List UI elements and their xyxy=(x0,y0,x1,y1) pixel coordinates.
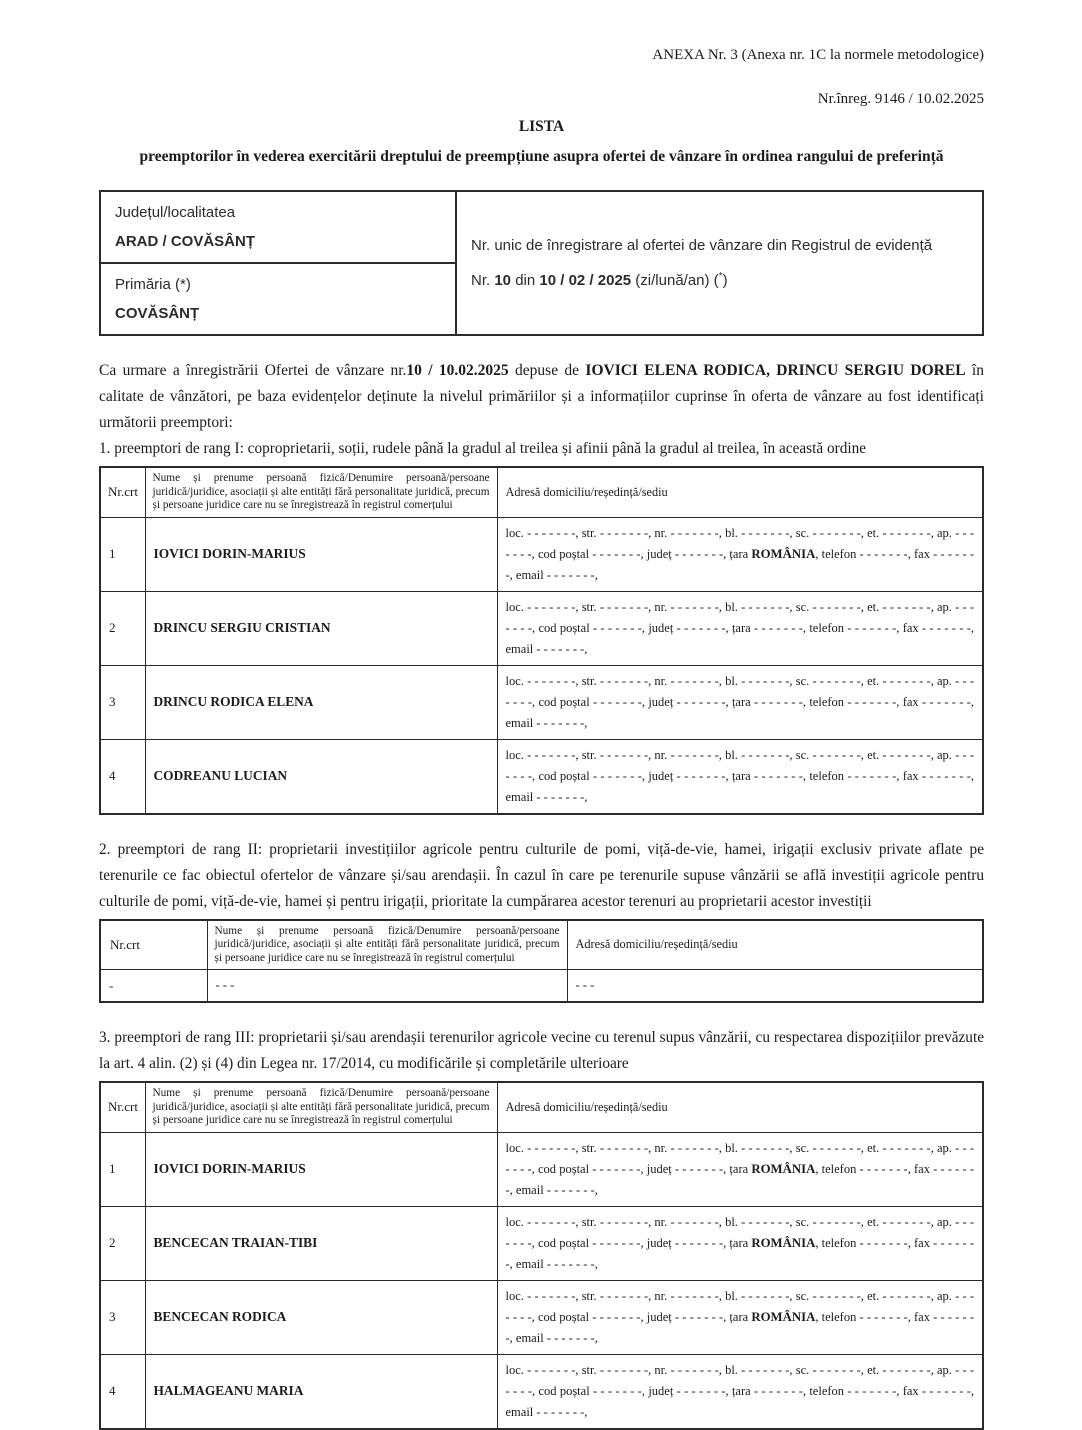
column-header-nr: Nr.crt xyxy=(100,467,145,517)
section-rang-1 xyxy=(99,436,984,815)
reg-no: 10 xyxy=(494,272,512,289)
table-row xyxy=(100,970,983,1003)
address-text: loc. - - - - - - -, str. - - - - - - -, nr. - - - - - - -, bl. - - - - - - -, sc. - - - - - - -, et. - - - - - - -, ap. - - - - - - -, cod poștal - - - - - - -, județ - - - - - - -, țara - - - - - - -, telefon - - - - - - -, fax - - - - - - -, email - - - - - - -, xyxy=(505,599,974,656)
cityhall-value: COVĂSÂNȚ xyxy=(115,305,200,322)
sellers-names: IOVICI ELENA RODICA, DRINCU SERGIU DOREL xyxy=(585,362,966,379)
section-2-heading: 2. preemptori de rang II: proprietarii investițiilor agricole pentru culturile de pomi, viță-de-vie, hamei, irigații exclusiv private aflate pe terenurile ce fac obiectul ofertelor de vânzare și/sau arendașii. În cazul în care pe terenurile supuse vânzării se află investiții agricole pentru culturile de pomi, viță-de-vie, hamei și pentru irigații, prioritate la cumpărarea acestor terenuri au proprietarii acestor investiții xyxy=(99,840,984,910)
address-text-tail: , telefon - - - - - - -, fax - - - - - - -, email - - - - - - -, xyxy=(505,546,974,582)
address-country: ROMÂNIA xyxy=(751,1161,816,1176)
preemptor-address xyxy=(497,517,983,591)
row-number: 3 xyxy=(100,1280,145,1354)
preemptor-name: BENCECAN RODICA xyxy=(145,1280,497,1354)
table-row xyxy=(100,1280,983,1354)
intro-mid: depuse de xyxy=(508,362,586,379)
row-number: 3 xyxy=(100,665,145,739)
row-number: 2 xyxy=(100,1206,145,1280)
rang-1-table xyxy=(99,466,984,815)
preemptor-address xyxy=(497,1206,983,1280)
reg-no-prefix: Nr. xyxy=(471,272,495,289)
column-header-name: Nume și prenume persoană fizică/Denumire persoană/persoane juridică/juridice, asociații și alte entități fără personalitate juridică, precum și persoane juridice care nu se înregistrează în registrul comerțului xyxy=(145,1082,497,1132)
column-header-address: Adresă domiciliu/reședință/sediu xyxy=(497,467,983,517)
row-number: 2 xyxy=(100,591,145,665)
table-row xyxy=(100,517,983,591)
table-header-row xyxy=(100,467,983,517)
footnote-asterisk: * xyxy=(718,271,723,282)
registration-number-value xyxy=(471,266,968,295)
document-title: LISTA xyxy=(518,118,565,135)
column-header-address: Adresă domiciliu/reședință/sediu xyxy=(497,1082,983,1132)
table-header-row xyxy=(100,920,983,970)
preemptor-name: DRINCU SERGIU CRISTIAN xyxy=(145,591,497,665)
table-row xyxy=(100,665,983,739)
annex-reference: ANEXA Nr. 3 (Anexa nr. 1C la normele metodologice) xyxy=(652,47,984,63)
address-country: ROMÂNIA xyxy=(751,1309,816,1324)
table-row xyxy=(100,591,983,665)
preemptor-name: - - - xyxy=(207,970,567,1003)
registration-info-box xyxy=(99,190,984,336)
table-row xyxy=(100,739,983,814)
document-subtitle: preemptorilor în vederea exercitării dreptului de preempțiune asupra ofertei de vânzare în ordinea rangului de preferință xyxy=(139,148,944,165)
reg-close-paren: ) xyxy=(722,272,728,289)
preemptor-address xyxy=(497,1354,983,1429)
unique-registration-cell xyxy=(456,191,983,335)
column-header-nr: Nr.crt xyxy=(100,1082,145,1132)
address-text: loc. - - - - - - -, str. - - - - - - -, nr. - - - - - - -, bl. - - - - - - -, sc. - - - - - - -, et. - - - - - - -, ap. - - - - - - -, cod poștal - - - - - - -, județ - - - - - - -, țara xyxy=(505,525,974,561)
registration-number-line: Nr.înreg. 9146 / 10.02.2025 xyxy=(817,91,984,107)
table-header-row xyxy=(100,1082,983,1132)
rang-3-table xyxy=(99,1081,984,1430)
preemptor-address xyxy=(497,739,983,814)
section-1-heading: 1. preemptori de rang I: coproprietarii, soții, rudele până la gradul al treilea și afinii până la gradul al treilea, în această ordine xyxy=(99,440,867,457)
row-number: 1 xyxy=(100,517,145,591)
address-country: ROMÂNIA xyxy=(751,1235,816,1250)
county-cell xyxy=(100,191,456,263)
preemptor-name: HALMAGEANU MARIA xyxy=(145,1354,497,1429)
address-text-tail: , telefon - - - - - - -, fax - - - - - - -, email - - - - - - -, xyxy=(505,1161,974,1197)
cityhall-cell xyxy=(100,263,456,335)
row-number: 4 xyxy=(100,1354,145,1429)
reg-date-suffix: (zi/lună/an) ( xyxy=(631,272,719,289)
offer-reference: 10 / 10.02.2025 xyxy=(406,362,509,379)
intro-pre: Ca urmare a înregistrării Ofertei de vânzare nr. xyxy=(99,362,407,379)
column-header-name: Nume și prenume persoană fizică/Denumire persoană/persoane juridică/juridice, asociații și alte entități fără personalitate juridică, precum și persoane juridice care nu se înregistrează în registrul comerțului xyxy=(207,920,567,970)
preemptor-name: IOVICI DORIN-MARIUS xyxy=(145,1132,497,1206)
section-3-heading: 3. preemptori de rang III: proprietarii și/sau arendașii terenurilor agricole vecine cu terenul supus vânzării, cu respectarea dispozițiilor prevăzute la art. 4 alin. (2) și (4) din Legea nr. 17/2014, cu modificările și completările ulterioare xyxy=(99,1029,984,1072)
preemptor-name: BENCECAN TRAIAN-TIBI xyxy=(145,1206,497,1280)
row-number: 4 xyxy=(100,739,145,814)
address-text: loc. - - - - - - -, str. - - - - - - -, nr. - - - - - - -, bl. - - - - - - -, sc. - - - - - - -, et. - - - - - - -, ap. - - - - - - -, cod poștal - - - - - - -, județ - - - - - - -, țara xyxy=(505,1288,974,1324)
rang-2-table xyxy=(99,919,984,1004)
address-text-tail: , telefon - - - - - - -, fax - - - - - - -, email - - - - - - -, xyxy=(505,1235,974,1271)
preemptor-address xyxy=(567,970,983,1003)
county-value: ARAD / COVĂSÂNȚ xyxy=(115,233,256,250)
address-text: loc. - - - - - - -, str. - - - - - - -, nr. - - - - - - -, bl. - - - - - - -, sc. - - - - - - -, et. - - - - - - -, ap. - - - - - - -, cod poștal - - - - - - -, județ - - - - - - -, țara xyxy=(505,1140,974,1176)
column-header-address: Adresă domiciliu/reședință/sediu xyxy=(567,920,983,970)
preemptor-address xyxy=(497,665,983,739)
preemptor-address xyxy=(497,591,983,665)
reg-no-mid: din xyxy=(511,272,540,289)
section-rang-2 xyxy=(99,837,984,1004)
address-text: loc. - - - - - - -, str. - - - - - - -, nr. - - - - - - -, bl. - - - - - - -, sc. - - - - - - -, et. - - - - - - -, ap. - - - - - - -, cod poștal - - - - - - -, județ - - - - - - -, țara xyxy=(505,1214,974,1250)
row-number: - xyxy=(100,970,207,1003)
column-header-nr: Nr.crt xyxy=(100,920,207,970)
address-country: ROMÂNIA xyxy=(751,546,816,561)
unique-registration-text: Nr. unic de înregistrare al ofertei de vânzare din Registrul de evidență xyxy=(471,237,933,254)
preemptor-name: CODREANU LUCIAN xyxy=(145,739,497,814)
table-row xyxy=(100,1132,983,1206)
intro-post: în calitate de vânzători, pe baza evidențelor deținute la nivelul primăriilor și a informațiilor cuprinse în oferta de vânzare au fost identificați următorii preemptori: xyxy=(99,362,984,431)
section-rang-3 xyxy=(99,1025,984,1430)
address-text: loc. - - - - - - -, str. - - - - - - -, nr. - - - - - - -, bl. - - - - - - -, sc. - - - - - - -, et. - - - - - - -, ap. - - - - - - -, cod poștal - - - - - - -, județ - - - - - - -, țara - - - - - - -, telefon - - - - - - -, fax - - - - - - -, email - - - - - - -, xyxy=(505,747,974,804)
address-text: - - - xyxy=(575,978,595,992)
row-number: 1 xyxy=(100,1132,145,1206)
column-header-name: Nume și prenume persoană fizică/Denumire persoană/persoane juridică/juridice, asociații și alte entități fără personalitate juridică, precum și persoane juridice care nu se înregistrează în registrul comerțului xyxy=(145,467,497,517)
preemptor-address xyxy=(497,1132,983,1206)
preemptor-address xyxy=(497,1280,983,1354)
address-text: loc. - - - - - - -, str. - - - - - - -, nr. - - - - - - -, bl. - - - - - - -, sc. - - - - - - -, et. - - - - - - -, ap. - - - - - - -, cod poștal - - - - - - -, județ - - - - - - -, țara - - - - - - -, telefon - - - - - - -, fax - - - - - - -, email - - - - - - -, xyxy=(505,673,974,730)
cityhall-label: Primăria (*) xyxy=(115,276,191,293)
county-label: Județul/localitatea xyxy=(115,204,236,221)
reg-date: 10 / 02 / 2025 xyxy=(539,272,632,289)
intro-paragraph xyxy=(99,358,984,436)
table-row xyxy=(100,1206,983,1280)
table-row xyxy=(100,1354,983,1429)
preemptor-name: IOVICI DORIN-MARIUS xyxy=(145,517,497,591)
address-text: loc. - - - - - - -, str. - - - - - - -, nr. - - - - - - -, bl. - - - - - - -, sc. - - - - - - -, et. - - - - - - -, ap. - - - - - - -, cod poștal - - - - - - -, județ - - - - - - -, țara - - - - - - -, telefon - - - - - - -, fax - - - - - - -, email - - - - - - -, xyxy=(505,1362,974,1419)
preemptor-name: DRINCU RODICA ELENA xyxy=(145,665,497,739)
address-text-tail: , telefon - - - - - - -, fax - - - - - - -, email - - - - - - -, xyxy=(505,1309,974,1345)
